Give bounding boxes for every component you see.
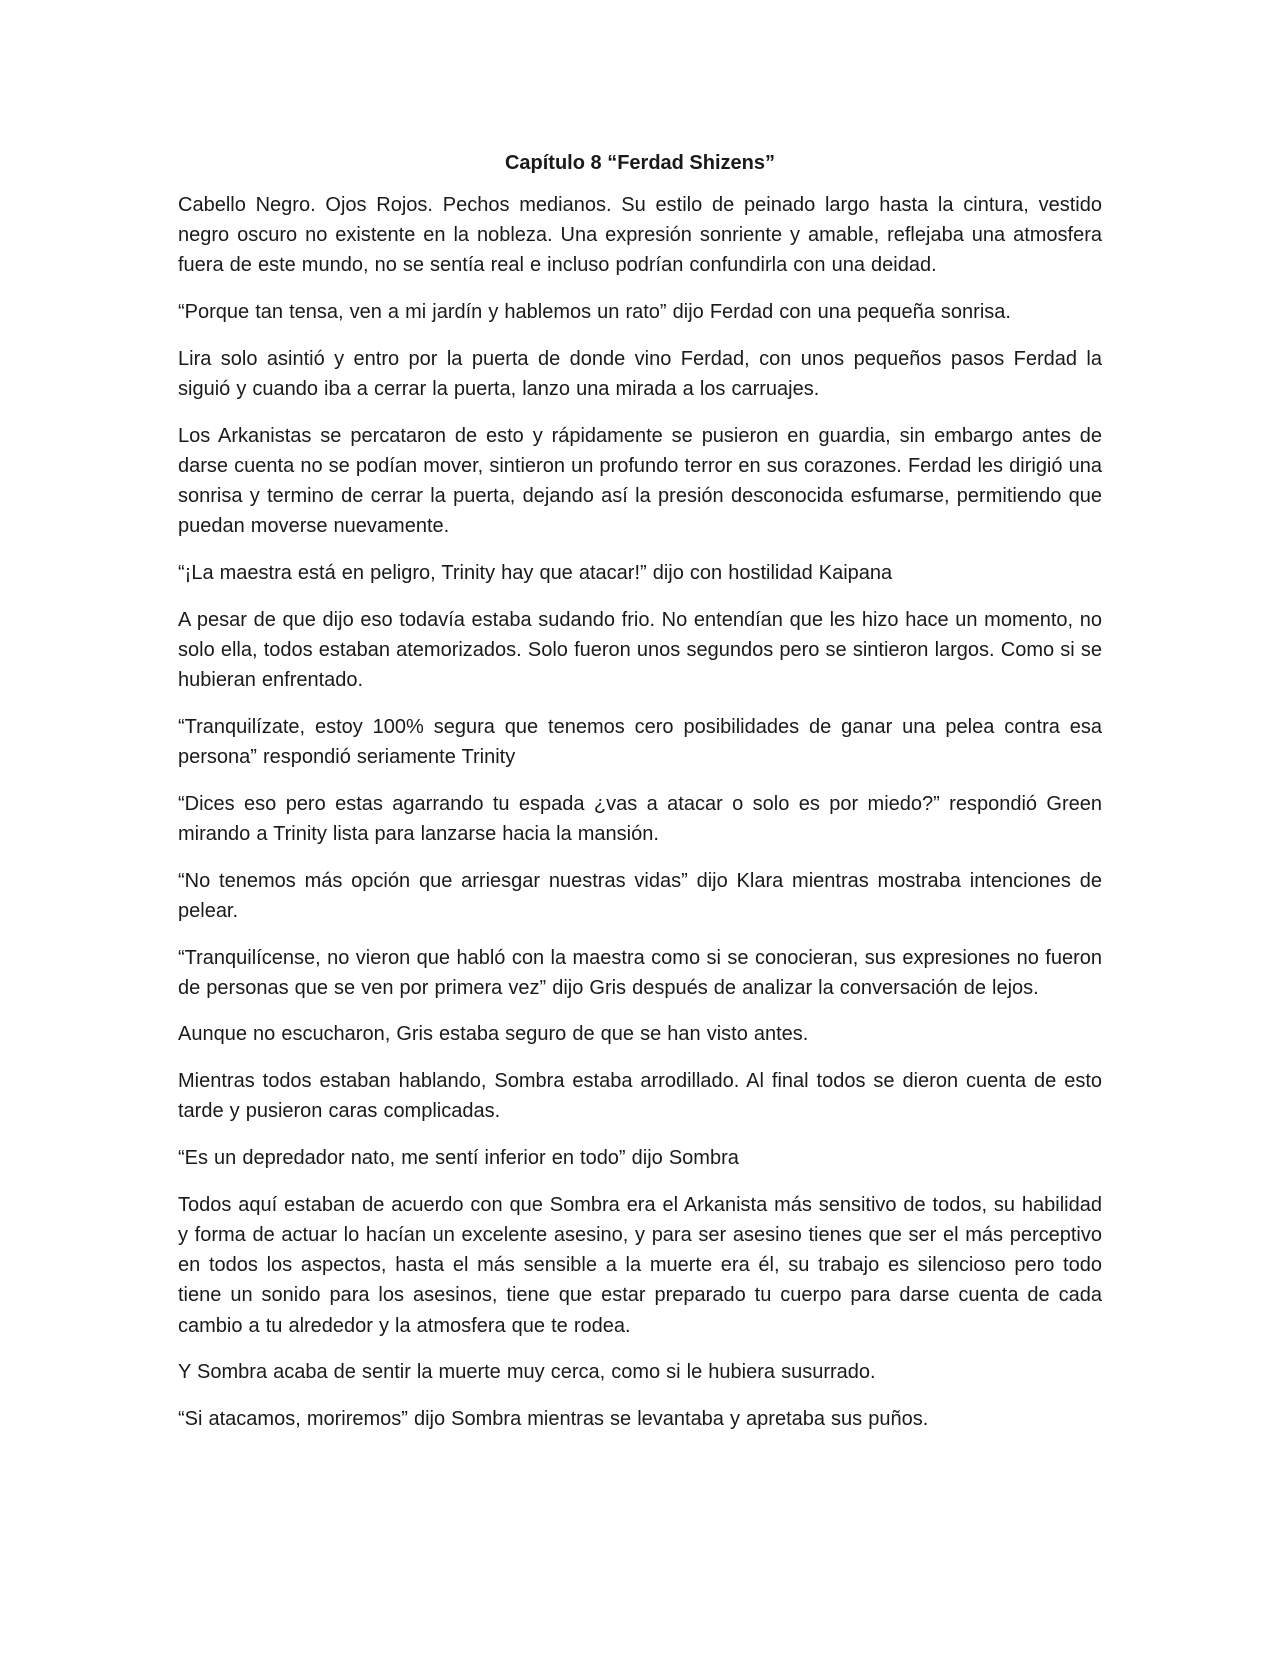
paragraph: Cabello Negro. Ojos Rojos. Pechos medianos. Su estilo de peinado largo hasta la cintura, vestido negro oscuro no existente en la nobleza. Una expresión sonriente y amable, reflejaba una atmosfera fuera de este mundo, no se sentía real e incluso podrían confundirla con una deidad. [178, 194, 1102, 277]
paragraph: “Es un depredador nato, me sentí inferior en todo” dijo Sombra [178, 1147, 739, 1170]
paragraph: Todos aquí estaban de acuerdo con que Sombra era el Arkanista más sensitivo de todos, su habilidad y forma de actuar lo hacían un excelente asesino, y para ser asesino tienes que ser el más perceptivo en todos los aspectos, hasta el más sensible a la muerte era él, su trabajo es silencioso pero todo tiene un sonido para los asesinos, tiene que estar preparado tu cuerpo para darse cuenta de cada cambio a tu alrededor y la atmosfera que te rodea. [178, 1193, 1102, 1337]
paragraph: Aunque no escucharon, Gris estaba seguro de que se han visto antes. [178, 1023, 809, 1046]
paragraph: “Tranquilícense, no vieron que habló con la maestra como si se conocieran, sus expresiones no fueron de personas que se ven por primera vez” dijo Gris después de analizar la conversación de lejos. [178, 946, 1102, 999]
paragraph: “¡La maestra está en peligro, Trinity hay que atacar!” dijo con hostilidad Kaipana [178, 562, 893, 585]
paragraph: “Dices eso pero estas agarrando tu espada ¿vas a atacar o solo es por miedo?” respondió Green mirando a Trinity lista para lanzarse hacia la mansión. [178, 792, 1102, 845]
paragraph: “No tenemos más opción que arriesgar nuestras vidas” dijo Klara mientras mostraba intenciones de pelear. [178, 869, 1102, 922]
paragraph: Mientras todos estaban hablando, Sombra estaba arrodillado. Al final todos se dieron cuenta de esto tarde y pusieron caras complicadas. [178, 1070, 1102, 1123]
chapter-title: Capítulo 8 “Ferdad Shizens” [504, 152, 776, 174]
paragraph: A pesar de que dijo eso todavía estaba sudando frio. No entendían que les hizo hace un momento, no solo ella, todos estaban atemorizados. Solo fueron unos segundos pero se sintieron largos. Como si se hubieran enfrentado. [178, 608, 1102, 692]
document-body [178, 148, 1102, 1451]
paragraph: “Porque tan tensa, ven a mi jardín y hablemos un rato” dijo Ferdad con una pequeña sonrisa. [178, 301, 1011, 324]
paragraph: Los Arkanistas se percataron de esto y rápidamente se pusieron en guardia, sin embargo antes de darse cuenta no se podían mover, sintieron un profundo terror en sus corazones. Ferdad les dirigió una sonrisa y termino de cerrar la puerta, dejando así la presión desconocida esfumarse, permitiendo que puedan moverse nuevamente. [178, 424, 1102, 538]
paragraph: “Tranquilízate, estoy 100% segura que tenemos cero posibilidades de ganar una pelea contra esa persona” respondió seriamente Trinity [178, 715, 1102, 769]
paragraph: “Si atacamos, moriremos” dijo Sombra mientras se levantaba y apretaba sus puños. [178, 1408, 929, 1430]
paragraph: Lira solo asintió y entro por la puerta de donde vino Ferdad, con unos pequeños pasos Ferdad la siguió y cuando iba a cerrar la puerta, lanzo una mirada a los carruajes. [178, 347, 1102, 401]
paragraph: Y Sombra acaba de sentir la muerte muy cerca, como si le hubiera susurrado. [178, 1361, 876, 1384]
